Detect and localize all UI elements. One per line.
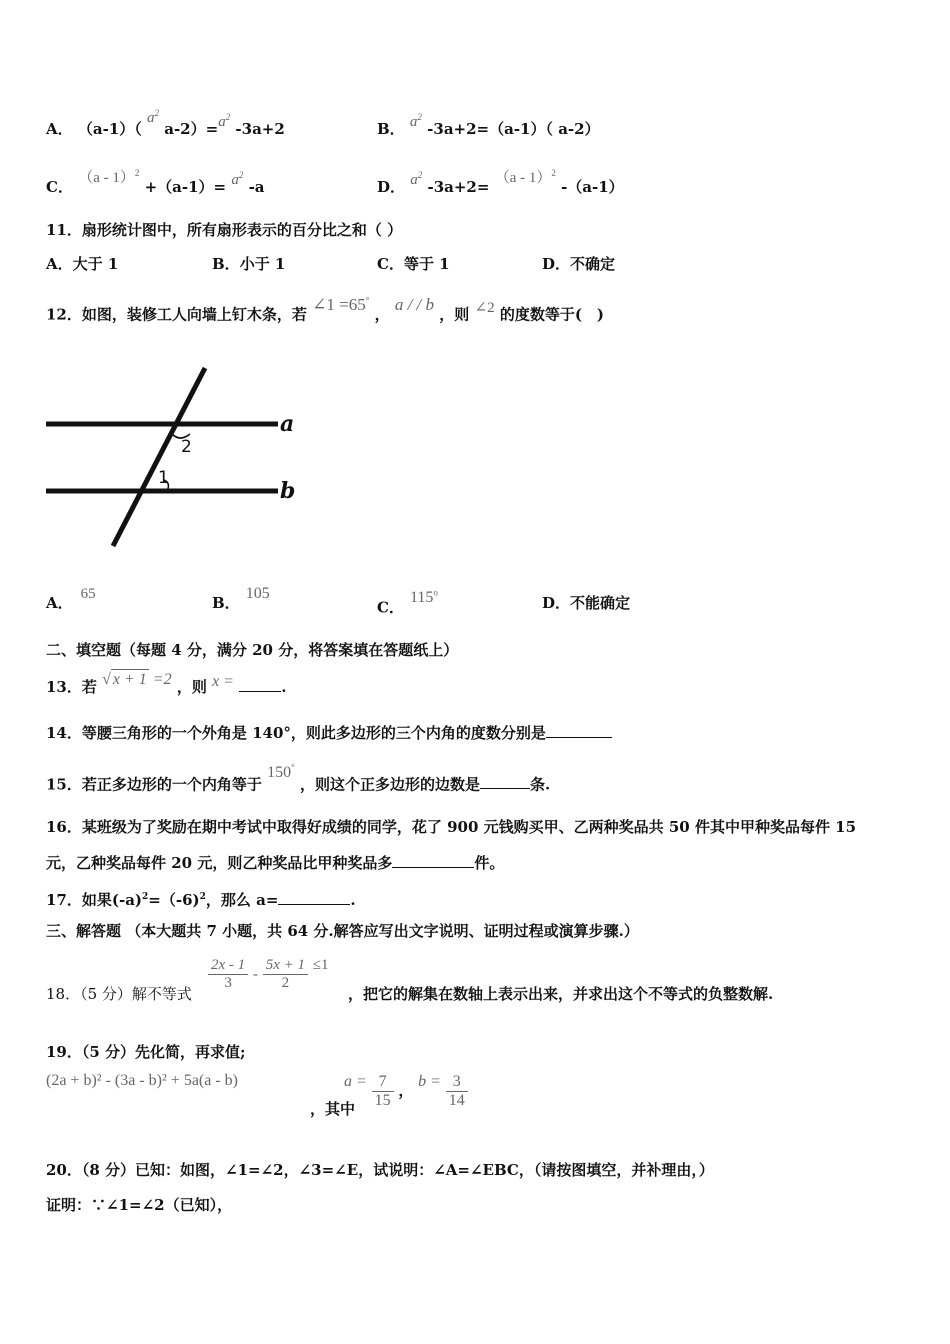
q19-expression: (2a + b)² - (3a - b)² + 5a(a - b) xyxy=(46,1072,238,1089)
section-2-heading: 二、填空题（每题 4 分，满分 20 分，将答案填在答题纸上） xyxy=(46,641,459,659)
q19-stem: 19．（5 分）先化简，再求值; xyxy=(46,1043,246,1061)
q13: 13．若 √ x + 1 =2 ，则 x = . xyxy=(46,671,287,696)
q12-option-a: A． 65 xyxy=(46,586,96,612)
q20-proof: 证明：∵∠1=∠2（已知）， xyxy=(46,1196,233,1214)
q18-inequality: $\frac{2x - 1}{3}$ - $\frac{5x + 1}{2}$ ≤1 xyxy=(208,957,329,992)
q19-values: a = $\frac{7}{15}$ ， b = $\frac{3}{14}$ xyxy=(344,1073,468,1110)
q11-option-c: C．等于 1 xyxy=(377,255,450,273)
q19-where: ，其中 xyxy=(310,1100,356,1118)
parallel-lines-figure xyxy=(40,362,310,550)
label-a: a xyxy=(280,411,295,437)
q12-stem: 12．如图，装修工人向墙上钉木条，若 ∠1 =65° ， a / / b ，则 ∠2 的度数等于( ) xyxy=(46,294,605,324)
transversal-line xyxy=(113,368,205,546)
q17: 17．如果$(-a)^2=(-6)^2$，那么 a= . xyxy=(46,891,356,909)
q14: 14．等腰三角形的一个外角是 140°，则此多边形的三个内角的度数分别是 xyxy=(46,723,612,743)
label-1: 1 xyxy=(158,468,169,488)
a-squared-term: $a^2$ xyxy=(147,108,159,126)
q17-answer-blank[interactable] xyxy=(278,890,350,905)
q16-line-2: 元，乙种奖品每件 20 元，则乙种奖品比甲种奖品多 件。 xyxy=(46,854,505,872)
q12-option-b: B．105 xyxy=(212,585,270,612)
q10-option-c: C． $(a - 1)^2 +(a-1)= a^2$ -a xyxy=(46,168,265,196)
q11-stem: 11．扇形统计图中，所有扇形表示的百分比之和（ ） xyxy=(46,221,403,239)
q10-option-b: B． $a^2$ -3a+2=（a-1）（ a-2） xyxy=(377,112,600,138)
q12-option-d: D．不能确定 xyxy=(542,594,631,612)
q11-option-a: A．大于 1 xyxy=(46,255,119,273)
q16-answer-blank[interactable] xyxy=(392,853,474,868)
q10-option-a: A． （a-1）（ $a^2$ $a-2)=a^2$ -3a+2 xyxy=(46,108,285,138)
q20-stem: 20．（8 分）已知：如图，∠1=∠2，∠3=∠E，试说明：∠A=∠EBC，（请按图填空，并补理由，） xyxy=(46,1161,714,1179)
q13-answer-blank[interactable] xyxy=(239,677,281,692)
q18: 18．（5 分）解不等式 xyxy=(46,985,192,1003)
q15-answer-blank[interactable] xyxy=(480,774,530,789)
label-2: 2 xyxy=(181,437,192,457)
q18-tail: ，把它的解集在数轴上表示出来，并求出这个不等式的负整数解. xyxy=(348,985,774,1003)
q16-line-1: 16．某班级为了奖励在期中考试中取得好成绩的同学，花了 900 元钱购买甲、乙两种奖品共 50 件其中甲种奖品每件 15 xyxy=(46,818,857,836)
q10-option-d: D． $a^2$ -3a+2= （a - 1）$^2$ -（a-1） xyxy=(377,168,624,196)
q15: 15．若正多边形的一个内角等于 150° ，则这个正多边形的边数是 条. xyxy=(46,763,551,794)
q11-option-b: B．小于 1 xyxy=(212,255,286,273)
section-3-heading: 三、解答题 （本大题共 7 小题，共 64 分.解答应写出文字说明、证明过程或演算步骤.） xyxy=(46,922,639,940)
q11-option-d: D．不确定 xyxy=(542,255,616,273)
q12-option-c: C．115$^o$ xyxy=(377,588,438,617)
label-b: b xyxy=(280,478,296,504)
q14-answer-blank[interactable] xyxy=(546,723,612,738)
